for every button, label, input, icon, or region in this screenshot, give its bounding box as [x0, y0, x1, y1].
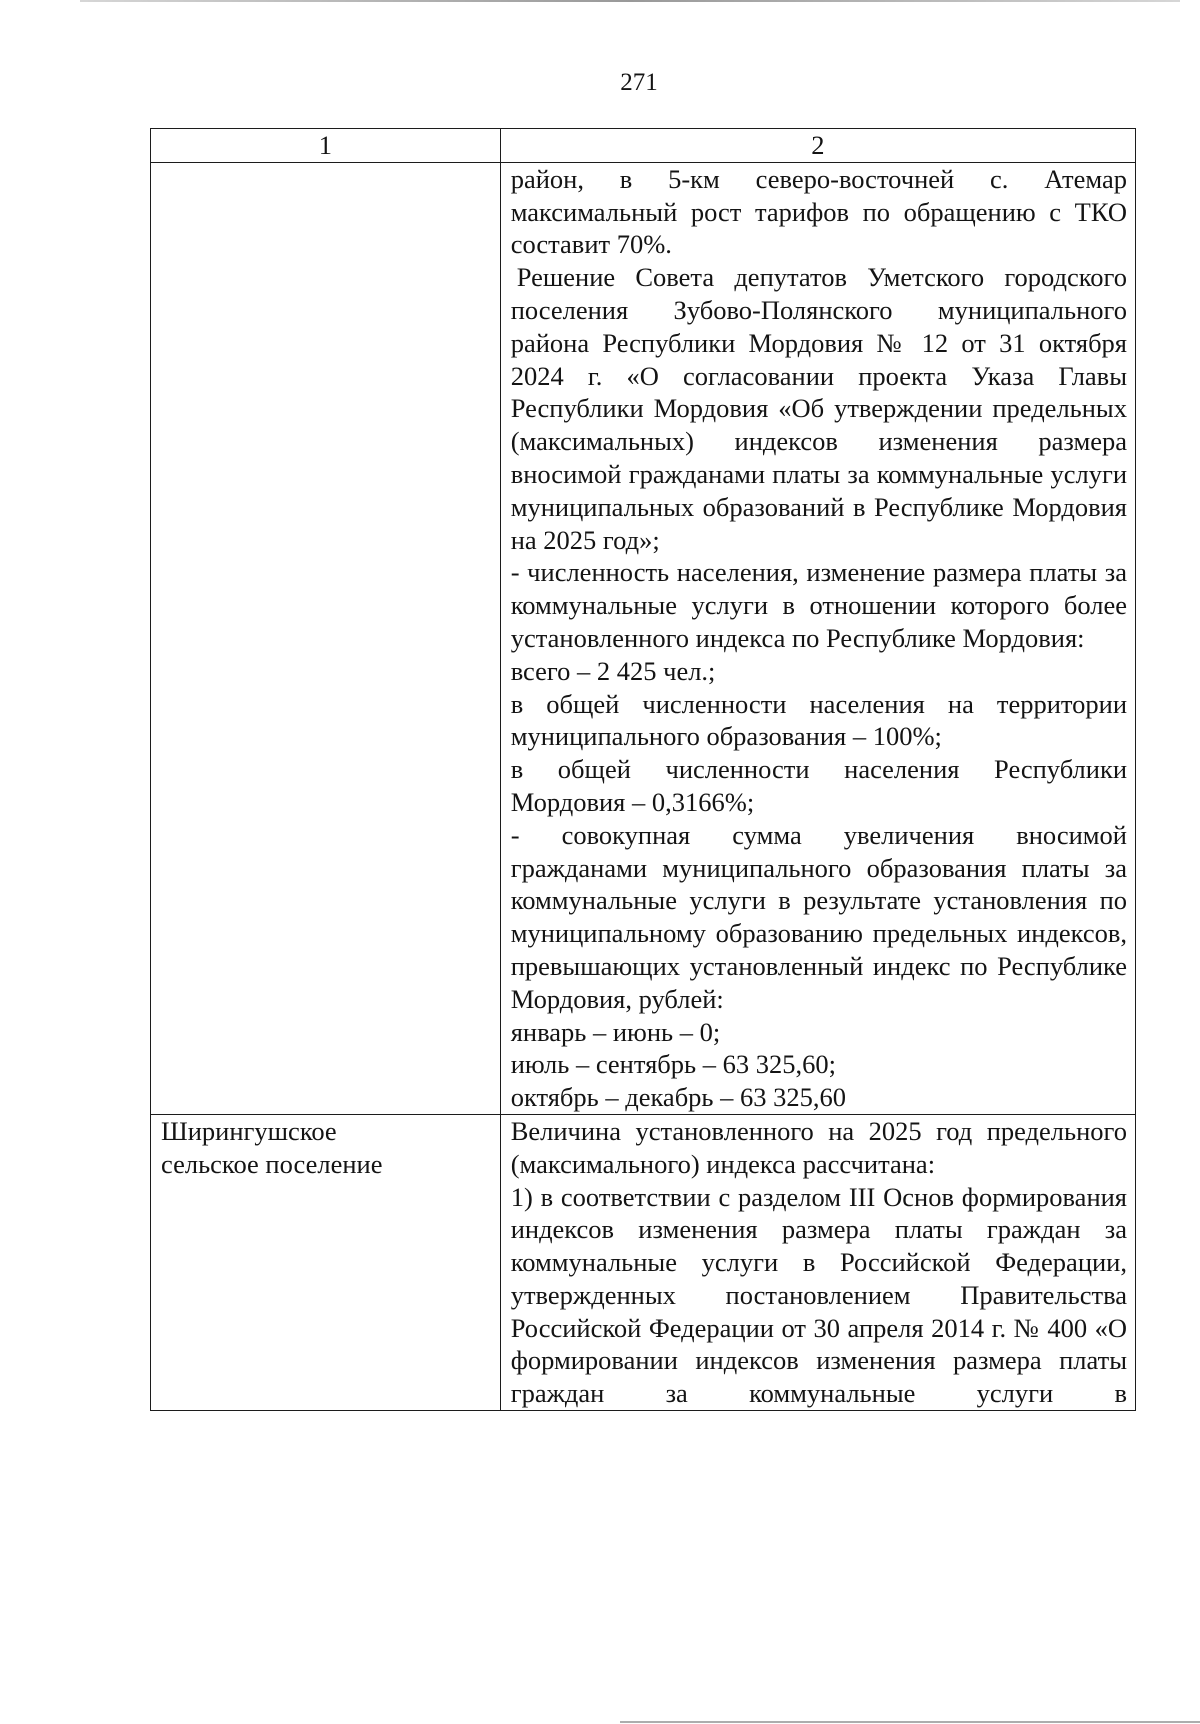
table-row [151, 1114, 1136, 1410]
paragraph: октябрь – декабрь – 63 325,60 [510, 1082, 847, 1113]
paragraph: - численность населения, изменение размера платы за коммунальные услуги в отношении которого более установленного индекса по Республике Мордовия: [510, 557, 1127, 653]
page-number: 271 [620, 69, 658, 96]
paragraph: 1) в соответствии с разделом III Основ формирования индексов изменения размера платы граждан за коммунальные услуги в Российской Федерации, утвержденных постановлением Правительства Российской Федерации от 30 апреля 2014 г. № 400 «О формировании индексов изменения размера платы граждан за коммунальные услуги в [510, 1181, 1127, 1409]
column-header-1: 1 [151, 129, 501, 163]
paragraph: в общей численности населения Республики Мордовия – 0,3166%; [510, 754, 1127, 817]
paragraph: июль – сентябрь – 63 325,60; [510, 1049, 836, 1080]
scan-edge-top [80, 0, 1180, 2]
table-row [151, 162, 1136, 1114]
description-cell [500, 1114, 1135, 1410]
paragraph: всего – 2 425 чел.; [510, 655, 716, 686]
paragraph: Величина установленного на 2025 год предельного (максимального) индекса рассчитана: [510, 1115, 1127, 1179]
paragraph: в общей численности населения на территории муниципального образования – 100%; [510, 688, 1127, 752]
description-cell [500, 162, 1135, 1114]
paragraph: - совокупная сумма увеличения вносимой гражданами муниципального образования платы за коммунальные услуги в результате установления по муниципальному образованию предельных индексов, превышающих установленный индекс по Республике Мордовия, рублей: [510, 819, 1127, 1014]
settlement-cell [151, 162, 501, 1114]
document-table [150, 128, 1136, 1411]
column-header-2: 2 [500, 129, 1135, 163]
scan-edge-bottom [620, 1721, 1200, 1723]
paragraph: район, в 5-км северо-восточней с. Атемар максимальный рост тарифов по обращению с ТКО составит 70%. [510, 163, 1127, 260]
settlement-name: Ширингушское [161, 1115, 337, 1146]
settlement-cell [151, 1114, 501, 1410]
paragraph: январь – июнь – 0; [510, 1016, 721, 1047]
paragraph: Решение Совета депутатов Уметского городского поселения Зубово-Полянского муниципального района Республики Мордовия № 12 от 31 октября 2024 г. «О согласовании проекта Указа Главы Республики Мордовия «Об утверждении предельных (максимальных) индексов изменения размера вносимой гражданами платы за коммунальные услуги муниципальных образований в Республике Мордовия на 2025 год»; [510, 262, 1127, 555]
table-header-row [151, 129, 1136, 163]
settlement-type: сельское поселение [161, 1148, 383, 1179]
